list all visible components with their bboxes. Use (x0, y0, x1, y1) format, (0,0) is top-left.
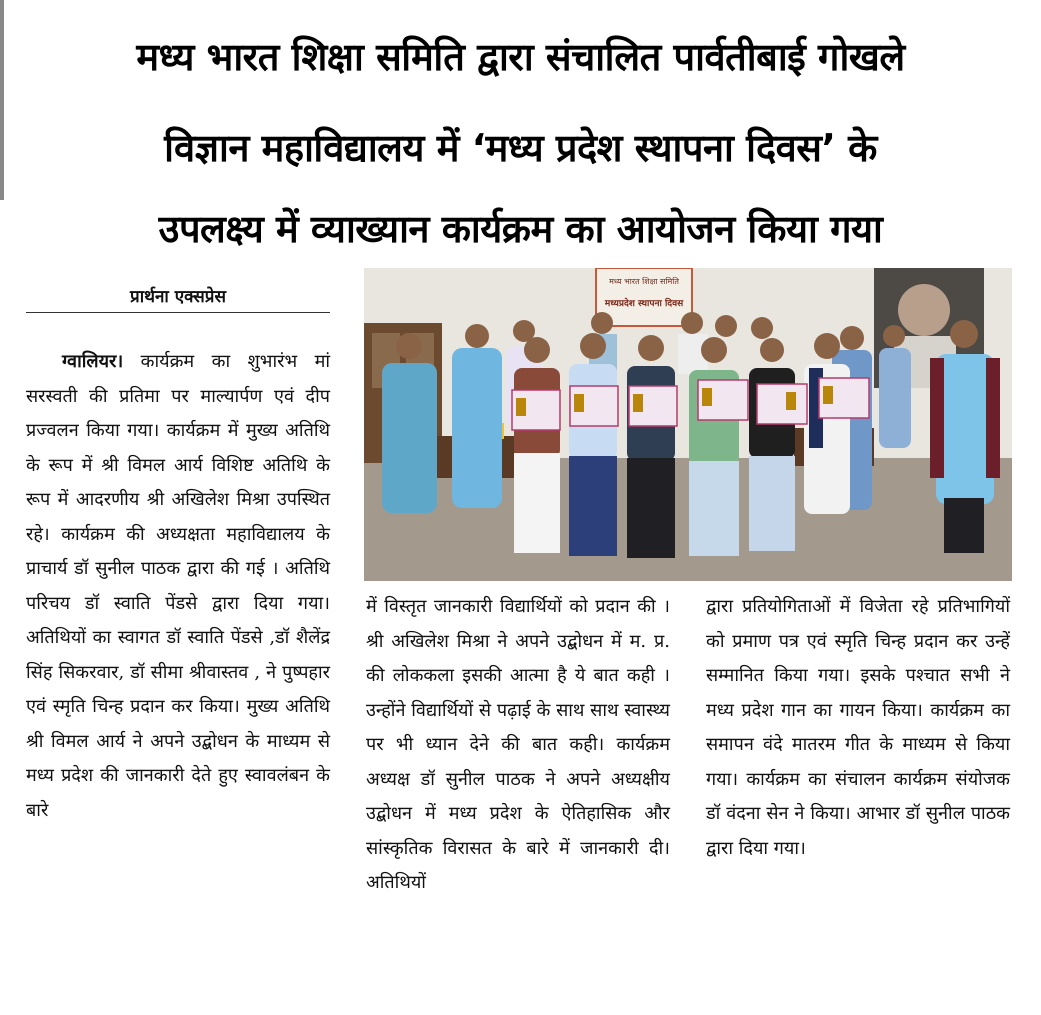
article-column-2 (366, 590, 670, 901)
byline: प्रार्थना एक्सप्रेस (130, 287, 226, 307)
headline-line-1: मध्य भारत शिक्षा समिति द्वारा संचालित पार्वतीबाई गोखले (136, 35, 905, 79)
article-dateline: ग्वालियर। (62, 351, 124, 372)
headline-line-2: विज्ञान महाविद्यालय में ‘मध्य प्रदेश स्थापना दिवस’ के (164, 126, 877, 170)
article-column-1-text: कार्यक्रम का शुभारंभ मां सरस्वती की प्रतिमा पर माल्यार्पण एवं दीप प्रज्वलन किया गया। कार्यक्रम में मुख्य अतिथि के रूप में श्री विमल आर्य विशिष्ट अतिथि के रूप में आदरणीय श्री अखिलेश मिश्रा उपस्थित रहे। कार्यक्रम की अध्यक्षता महाविद्यालय के प्राचार्य डॉ सुनील पाठक द्वारा की गई । अतिथि परिचय डॉ स्वाति पेंडसे द्वारा दिया गया। अतिथियों का स्वागत डॉ स्वाति पेंडसे ,डॉ शैलेंद्र सिंह सिकरवार, डॉ सीमा श्रीवास्तव , ने पुष्पहार एवं स्मृति चिन्ह प्रदान कर किया। मुख्य अतिथि श्री विमल आर्य ने अपने उद्बोधन के माध्यम से मध्य प्रदेश की जानकारी देते हुए स्वावलंबन के बारे (26, 351, 330, 821)
photo-banner-line-2: मध्यप्रदेश स्थापना दिवस (604, 299, 684, 309)
event-photo (364, 268, 1012, 581)
headline-line-3: उपलक्ष्य में व्याख्यान कार्यक्रम का आयोजन किया गया (158, 207, 883, 251)
photo-banner-line-1: मध्य भारत शिक्षा समिति (609, 277, 679, 286)
event-photo-illustration (364, 268, 1012, 581)
page-edge-mark (0, 0, 4, 200)
byline-divider (26, 312, 330, 313)
article-column-1 (26, 345, 330, 828)
article-column-3-text: द्वारा प्रतियोगिताओं में विजेता रहे प्रतिभागियों को प्रमाण पत्र एवं स्मृति चिन्ह प्रदान कर उन्हें सम्मानित किया गया। इसके पश्चात सभी ने मध्य प्रदेश गान का गायन किया। कार्यक्रम का समापन वंदे मातरम गीत के माध्यम से किया गया। कार्यक्रम का संचालन कार्यक्रम संयोजक डॉ वंदना सेन ने किया। आभार डॉ सुनील पाठक द्वारा दिया गया। (706, 596, 1010, 859)
article-column-2-text: में विस्तृत जानकारी विद्यार्थियों को प्रदान की । श्री अखिलेश मिश्रा ने अपने उद्बोधन में म. प्र. की लोककला इसकी आत्मा है ये बात कही । उन्होंने विद्यार्थियों से पढ़ाई के साथ साथ स्वास्थ्य पर भी ध्यान देने की बात कही। कार्यक्रम अध्यक्ष डॉ सुनील पाठक ने अपने अध्यक्षीय उद्बोधन में मध्य प्रदेश के ऐतिहासिक और सांस्कृतिक विरासत के बारे में जानकारी दी। अतिथियों (366, 596, 670, 893)
article-column-3 (706, 590, 1010, 866)
